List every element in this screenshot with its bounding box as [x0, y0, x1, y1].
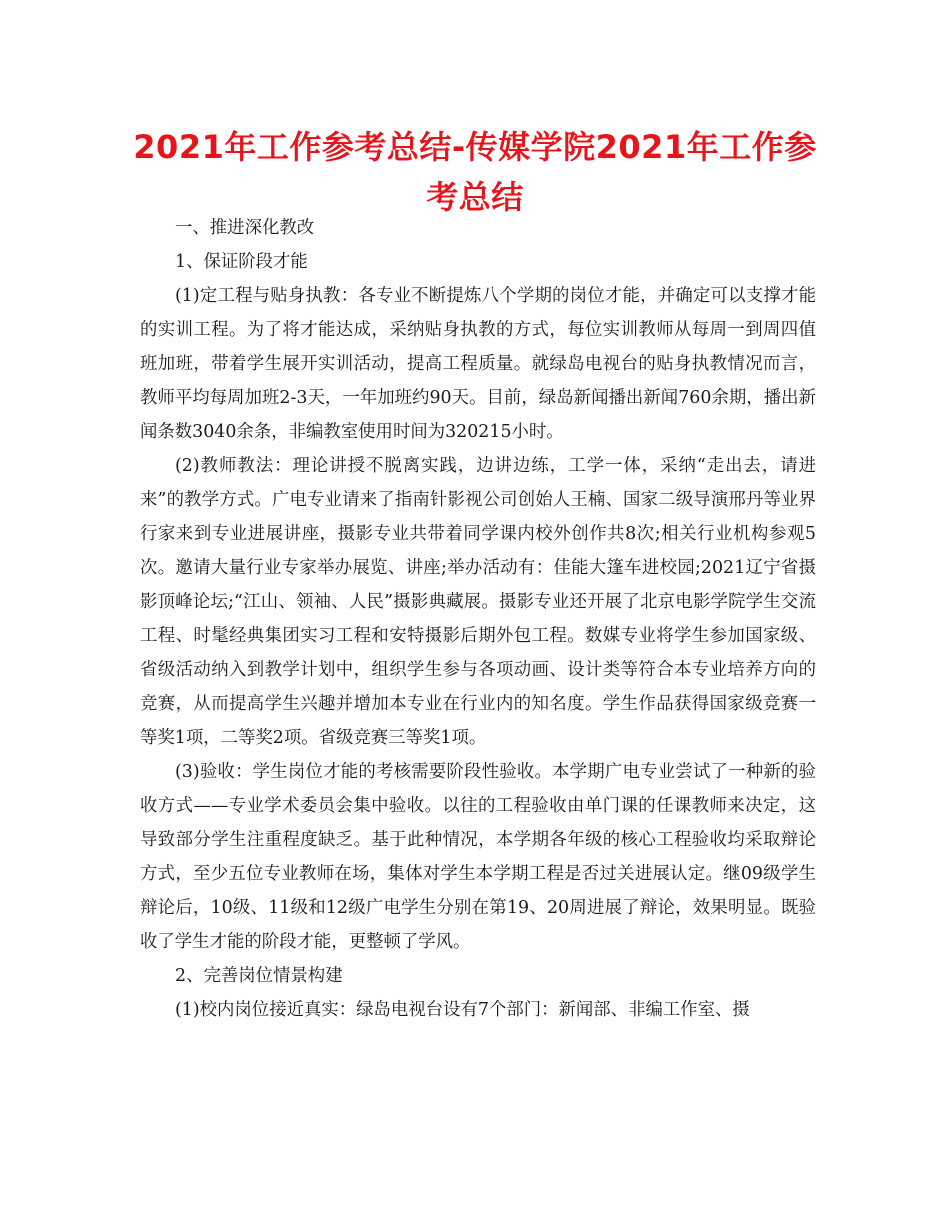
section-heading: 一、推进深化教改 [175, 218, 315, 238]
body-paragraph: (1)定工程与贴身执教：各专业不断提炼八个学期的岗位才能，并确定可以支撑才能的实训工程。为了将才能达成，采纳贴身执教的方式，每位实训教师从每周一到周四值班加班，带着学生展开实训活动，提高工程质量。就绿岛电视台的贴身执教情况而言，教师平均每周加班2-3天，一年加班约90天。目前，绿岛新闻播出新闻760余期，播出新闻条数3040余条，非编教室使用时间为320215小时。 [140, 286, 816, 442]
document-title: 2021年工作参考总结-传媒学院2021年工作参考总结 [133, 128, 817, 216]
subsection-heading: 1、保证阶段才能 [175, 252, 308, 272]
subsection-heading: 2、完善岗位情景构建 [175, 966, 343, 986]
body-paragraph: (2)教师教法：理论讲授不脱离实践，边讲边练，工学一体，采纳“走出去，请进来”的教学方式。广电专业请来了指南针影视公司创始人王楠、国家二级导演邢丹等业界行家来到专业进展讲座，摄影专业共带着同学课内校外创作共8次;相关行业机构参观5次。邀请大量行业专家举办展览、讲座;举办活动有：佳能大篷车进校园;2021辽宁省摄影顶峰论坛;“江山、领袖、人民”摄影典藏展。摄影专业还开展了北京电影学院学生交流工程、时髦经典集团实习工程和安特摄影后期外包工程。数媒专业将学生参加国家级、省级活动纳入到教学计划中，组织学生参与各项动画、设计类等符合本专业培养方向的竞赛，从而提高学生兴趣并增加本专业在行业内的知名度。学生作品获得国家级竞赛一等奖1项，二等奖2项。省级竞赛三等奖1项。 [140, 456, 816, 748]
document-body [140, 211, 816, 1027]
body-paragraph: (1)校内岗位接近真实：绿岛电视台设有7个部门：新闻部、非编工作室、摄 [175, 1000, 750, 1020]
body-paragraph: (3)验收：学生岗位才能的考核需要阶段性验收。本学期广电专业尝试了一种新的验收方式——专业学术委员会集中验收。以往的工程验收由单门课的任课教师来决定，这导致部分学生注重程度缺乏。基于此种情况，本学期各年级的核心工程验收均采取辩论方式，至少五位专业教师在场，集体对学生本学期工程是否过关进展认定。继09级学生辩论后，10级、11级和12级广电学生分别在第19、20周进展了辩论，效果明显。既验收了学生才能的阶段才能，更整顿了学风。 [140, 762, 816, 952]
